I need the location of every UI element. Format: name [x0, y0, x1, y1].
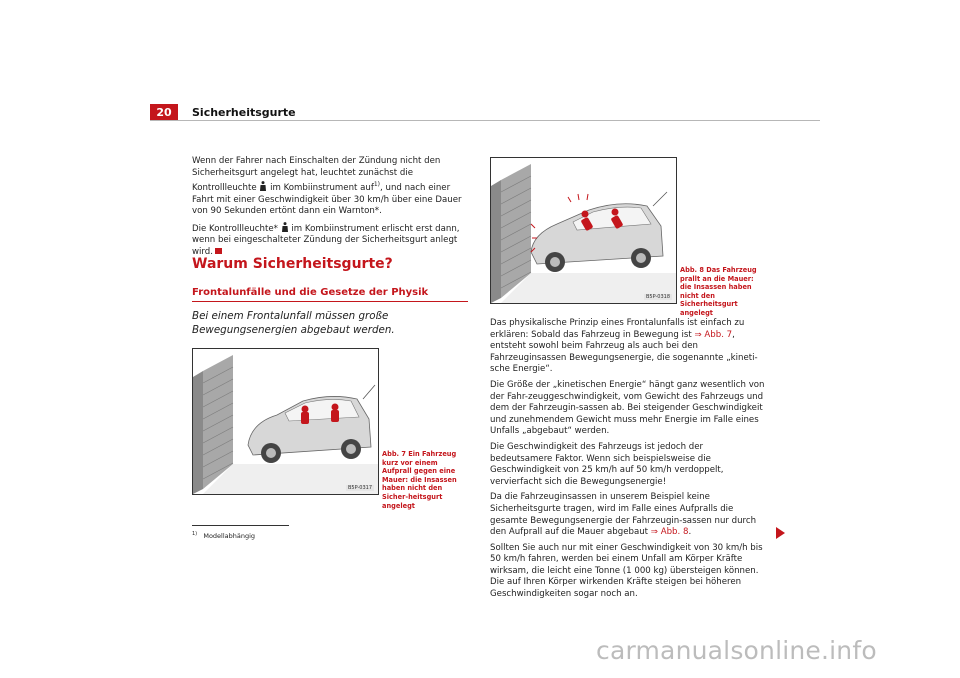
header-divider [150, 120, 820, 121]
paragraph-energy: Die Größe der „kinetischen Energie“ hängt ganz wesentlich von der Fahr-zeuggeschwindigkeit, vom Gewicht des Fahrzeugs und dem der Fahrzeugin-sassen ab. Bei steigender Geschwindigkeit und zunehmendem Gewicht muss mehr Energie im Falle eines Unfalls „abgebaut“ werden. [490, 379, 765, 437]
footnote-mark: 1) [192, 531, 198, 537]
figure-code: B5P-0317 [347, 485, 372, 491]
section-end-icon [215, 248, 222, 254]
figure-7-caption: Abb. 7 Ein Fahrzeug kurz vor einem Aufprall gegen eine Mauer: die Insassen haben nicht den Sicher-heitsgurt angelegt [382, 450, 457, 510]
text: Die Kontrollleuchte* [192, 223, 281, 234]
paragraph-warning-light [192, 156, 468, 218]
lead-text: Bei einem Frontalunfall müssen große Bewegungsenergien abgebaut werden. [192, 310, 395, 336]
text: , und nach einer Fahrt mit einer Geschwindigkeit über 30 km/h über eine Dauer von 90 Sekunden ertönt dann ein Warnton*. [192, 183, 462, 217]
text: , entsteht sowohl beim Fahrzeug als auch bei den Fahrzeuginsassen Bewegungsenergie, die sogenannte „kineti-sche Energie“. [490, 329, 758, 375]
text: Da die Fahrzeuginsassen in unserem Beispiel keine Sicherheitsgurte tragen, wird im Falle eines Aufpralls die gesamte Bewegungsenergie der Fahrzeugin-sassen nur durch den Aufprall auf die Mauer abgebaut [490, 492, 757, 538]
watermark: carmanualsonline.info [596, 636, 877, 665]
car-illustration [193, 349, 378, 494]
paragraph-no-belts [490, 492, 768, 538]
footnote [192, 531, 255, 540]
subheading-physics: Frontalunfälle und die Gesetze der Physik [192, 287, 429, 298]
footnote-ref: 1) [373, 181, 381, 189]
page-number: 20 [150, 104, 178, 121]
seatbelt-warning-icon [281, 222, 289, 232]
footnote-divider [192, 525, 289, 526]
paragraph-forces: Sollten Sie auch nur mit einer Geschwindigkeit von 30 km/h bis 50 km/h fahren, werden bei einem Unfall am Körper Kräfte wirksam, die leicht eine Tonne (1 000 kg) übersteigen können. Die auf Ihren Körper wirkenden Kräfte steigen bei höheren Geschwindigkeiten sogar noch an. [490, 542, 763, 600]
paragraph-principle [490, 318, 768, 376]
right-column [490, 318, 768, 605]
figure-code: B5P-0318 [645, 294, 670, 300]
next-page-arrow-icon[interactable] [776, 527, 785, 539]
text: Das physikalische Prinzip eines Frontalunfalls ist einfach zu erklären: Sobald das Fahrzeug in Bewegung ist [490, 318, 745, 340]
subheading-divider [192, 301, 468, 302]
text: im Kombiinstrument auf [267, 183, 374, 194]
figure-8-caption: Abb. 8 Das Fahrzeug prallt an die Mauer: die Insassen haben nicht den Sicherheitsgurt angelegt [680, 266, 757, 317]
section-title: Sicherheitsgurte [192, 106, 296, 119]
figure-7-link[interactable]: ⇒ Abb. 7 [694, 329, 733, 340]
text: . [688, 527, 692, 538]
figure-7-car-before-impact [192, 348, 379, 495]
text: im Kombiinstrument erlischt erst dann, wenn bei eingeschalteter Zündung der Sicherheitsgurt anlegt wird. [192, 223, 460, 258]
footnote-text: Modellabhängig [203, 532, 256, 541]
paragraph-speed: Die Geschwindigkeit des Fahrzeugs ist jedoch der bedeutsamere Faktor. Wenn sich beispielsweise die Geschwindigkeit von 25 km/h auf 50 km/h verdoppelt, vervierfacht sich die Bewegungsenergie! [490, 441, 724, 487]
car-illustration [491, 158, 676, 303]
figure-8-car-impact [490, 157, 677, 304]
heading-why-seatbelts: Warum Sicherheitsgurte? [192, 256, 393, 272]
text: Wenn der Fahrer nach Einschalten der Zündung nicht den Sicherheitsgurt angelegt hat, leuchtet zunächst die Kontrollleuchte [192, 156, 441, 194]
paragraph-light-off [192, 222, 468, 259]
left-column [192, 156, 468, 263]
figure-8-link[interactable]: ⇒ Abb. 8 [650, 527, 689, 538]
